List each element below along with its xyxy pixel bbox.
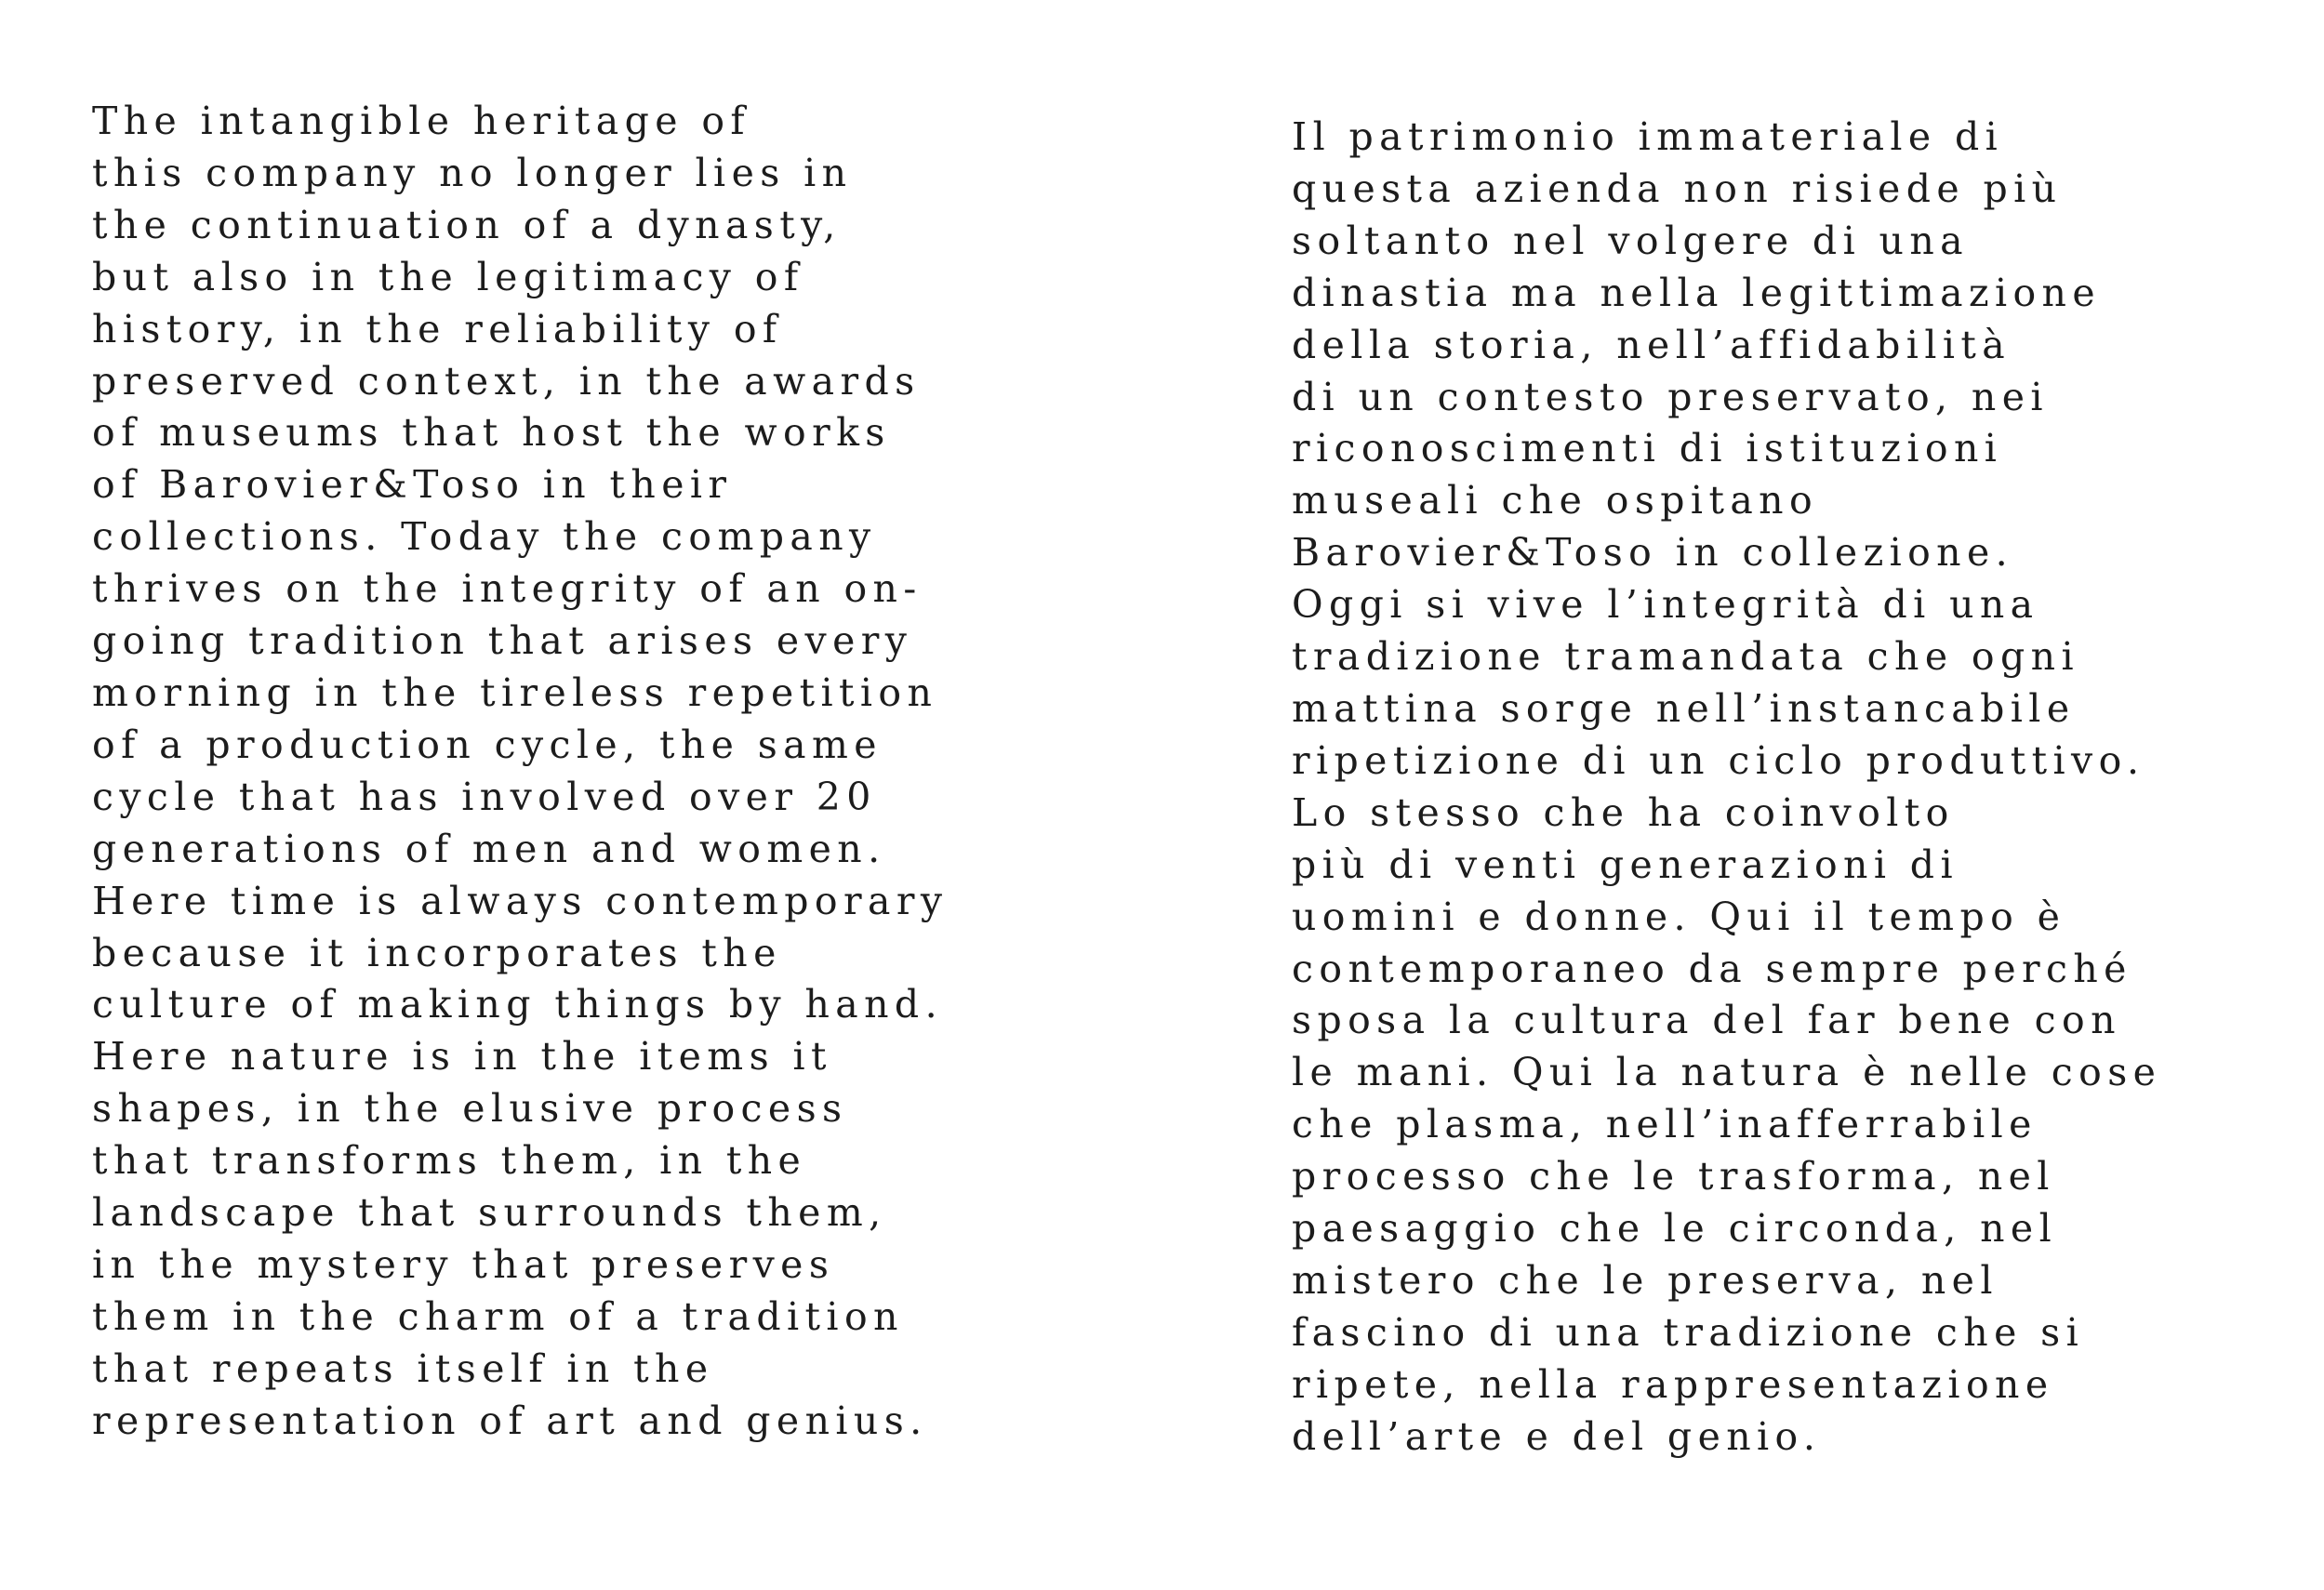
- text-line: dinastia ma nella legittimazione: [1292, 270, 2102, 315]
- text-line: Lo stesso che ha coinvolto: [1292, 789, 1955, 835]
- text-line: fascino di una tradizione che si: [1292, 1309, 2085, 1355]
- text-line: of Barovier&Toso in their: [92, 462, 733, 508]
- text-line: because it incorporates the: [92, 930, 782, 975]
- text-line: collections. Today the company: [92, 514, 877, 560]
- text-line: contemporaneo da sempre perché: [1292, 946, 2132, 991]
- text-line: ripete, nella rappresentazione: [1292, 1361, 2054, 1407]
- text-line: Here time is always contemporary: [92, 878, 949, 923]
- text-line: mattina sorge nell’instancabile: [1292, 685, 2076, 731]
- text-line: cycle that has involved over 20: [92, 774, 877, 819]
- english-text-column: [92, 96, 948, 1448]
- text-line: che plasma, nell’inafferrabile: [1292, 1102, 2038, 1147]
- text-line: the continuation of a dynasty,: [92, 202, 842, 247]
- text-line: that repeats itself in the: [92, 1345, 714, 1391]
- text-line: della storia, nell’affidabilità: [1292, 322, 2012, 367]
- text-line: mistero che le preserva, nel: [1292, 1257, 1999, 1303]
- text-line: ripetizione di un ciclo produttivo.: [1292, 737, 2145, 783]
- text-line: this company no longer lies in: [92, 150, 853, 195]
- text-line: paesaggio che le circonda, nel: [1292, 1206, 2058, 1252]
- italian-text-column: [1292, 112, 2161, 1464]
- text-line: that transforms them, in the: [92, 1138, 807, 1184]
- text-line: representation of art and genius.: [92, 1398, 928, 1443]
- text-line: The intangible heritage of: [92, 99, 751, 143]
- text-line: processo che le trasforma, nel: [1292, 1154, 2055, 1199]
- text-line: thrives on the integrity of an on-: [92, 566, 923, 612]
- text-line: history, in the reliability of: [92, 306, 783, 351]
- text-line: Oggi si vive l’integrità di una: [1292, 582, 2039, 628]
- text-line: sposa la cultura del far bene con: [1292, 998, 2121, 1043]
- text-line: generations of men and women.: [92, 826, 886, 871]
- text-line: soltanto nel volgere di una: [1292, 218, 1969, 263]
- text-line: uomini e donne. Qui il tempo è: [1292, 894, 2066, 939]
- text-line: landscape that surrounds them,: [92, 1190, 887, 1236]
- text-line: museali che ospitano: [1292, 478, 1819, 523]
- text-line: più di venti generazioni di: [1292, 841, 1959, 887]
- text-line: morning in the tireless repetition: [92, 669, 938, 715]
- text-line: Il patrimonio immateriale di: [1292, 114, 2004, 159]
- text-line: going tradition that arises every: [92, 618, 913, 664]
- text-line: them in the charm of a tradition: [92, 1293, 904, 1339]
- text-line: of a production cycle, the same: [92, 722, 883, 767]
- text-line: questa azienda non risiede più: [1292, 166, 2063, 211]
- text-line: tradizione tramandata che ogni: [1292, 634, 2079, 680]
- text-line: of museums that host the works: [92, 410, 891, 456]
- text-line: le mani. Qui la natura è nelle cose: [1292, 1050, 2162, 1095]
- text-line: dell’arte e del genio.: [1292, 1413, 1822, 1459]
- text-line: Here nature is in the items it: [92, 1034, 832, 1080]
- text-line: riconoscimenti di istituzioni: [1292, 426, 2003, 471]
- text-line: culture of making things by hand.: [92, 982, 944, 1027]
- text-line: in the mystery that preserves: [92, 1241, 835, 1287]
- text-line: Barovier&Toso in collezione.: [1292, 530, 2014, 576]
- text-line: di un contesto preservato, nei: [1292, 374, 2049, 419]
- text-line: shapes, in the elusive process: [92, 1086, 848, 1132]
- text-line: preserved context, in the awards: [92, 358, 921, 404]
- text-line: but also in the legitimacy of: [92, 254, 804, 299]
